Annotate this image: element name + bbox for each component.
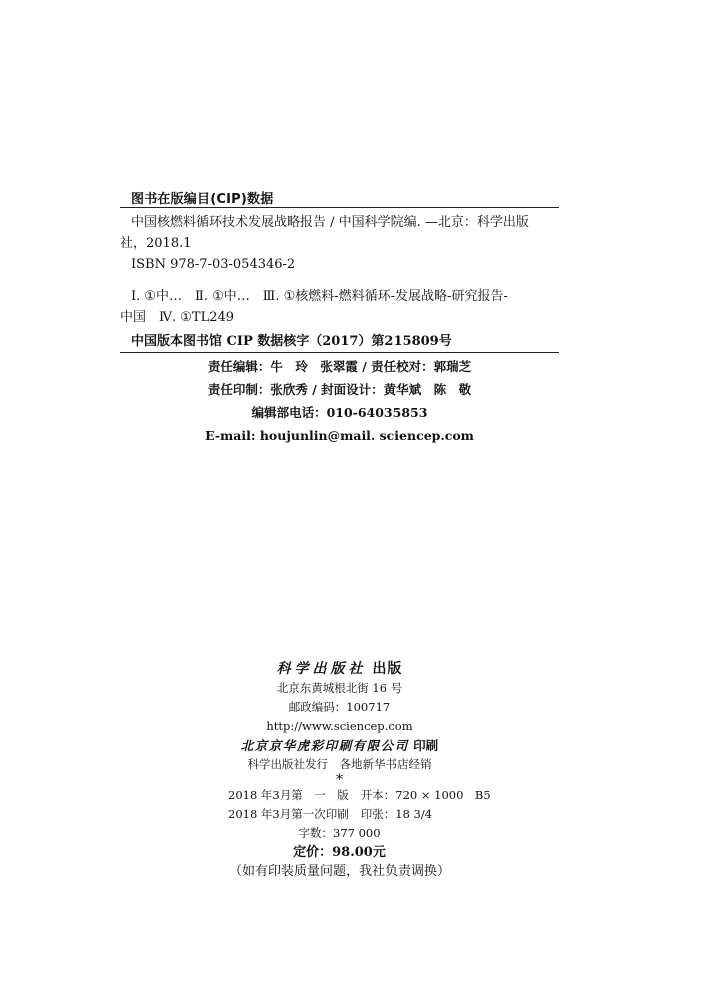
editors-line: 责任编辑：牛 玲 张翠霞 / 责任校对：郭瑞芝 [207, 359, 472, 374]
cip-classification-line1: Ⅰ. ①中… Ⅱ. ①中… Ⅲ. ①核燃料-燃料循环-发展战略-研究报告- [131, 289, 508, 304]
printing-info: 2018 年3月第一次印刷 [228, 807, 349, 821]
separator-star: * [336, 772, 343, 788]
staff-credits [120, 355, 559, 447]
publisher-address: 北京东黄城根北街 16 号 [276, 681, 403, 695]
publisher-line [120, 660, 559, 679]
printer-name: 北京京华虎彩印刷有限公司 [240, 738, 409, 753]
distribution-line: 科学出版社发行 各地新华书店经销 [247, 757, 432, 771]
editorial-phone: 编辑部电话：010-64035853 [251, 405, 428, 420]
printing-design-line: 责任印制：张欣秀 / 封面设计：黄华斌 陈 敬 [207, 382, 472, 397]
sheets-info: 印张：18 3/4 [360, 807, 433, 821]
publisher-suffix: 出版 [372, 661, 403, 677]
word-count: 字数：377 000 [298, 826, 381, 840]
cip-publisher-line: 社，2018.1 [120, 236, 192, 251]
cip-classification-line2: 中国 Ⅳ. ①TL249 [120, 310, 235, 325]
printing-line [120, 805, 559, 824]
cip-record [120, 212, 559, 328]
price: 定价：98.00元 [293, 845, 386, 860]
cip-title-line: 中国核燃料循环技术发展战略报告 / 中国科学院编. —北京：科学出版 [131, 215, 529, 230]
cip-isbn: ISBN 978-7-03-054346-2 [131, 257, 296, 272]
edition-info: 2018 年3月第 一 版 [228, 788, 349, 802]
cip-top-rule [120, 207, 559, 208]
edition-line [120, 786, 559, 805]
cip-title: 图书在版编目(CIP)数据 [131, 192, 274, 207]
quality-notice: （如有印装质量问题，我社负责调换） [228, 864, 450, 879]
format-info: 开本：720 × 1000 B5 [360, 788, 491, 802]
publisher-logo-text: 科学出版社 [276, 661, 367, 677]
publication-info [120, 660, 559, 881]
cip-number: 中国版本图书馆 CIP 数据核字（2017）第215809号 [131, 334, 452, 349]
publisher-website: http://www.sciencep.com [266, 719, 413, 733]
cip-bottom-rule [120, 352, 559, 353]
printer-line [120, 736, 559, 755]
publisher-postcode: 邮政编码：100717 [288, 700, 391, 714]
printer-suffix: 印刷 [413, 738, 439, 753]
editorial-email: E-mail: houjunlin@mail. sciencep.com [205, 428, 474, 443]
